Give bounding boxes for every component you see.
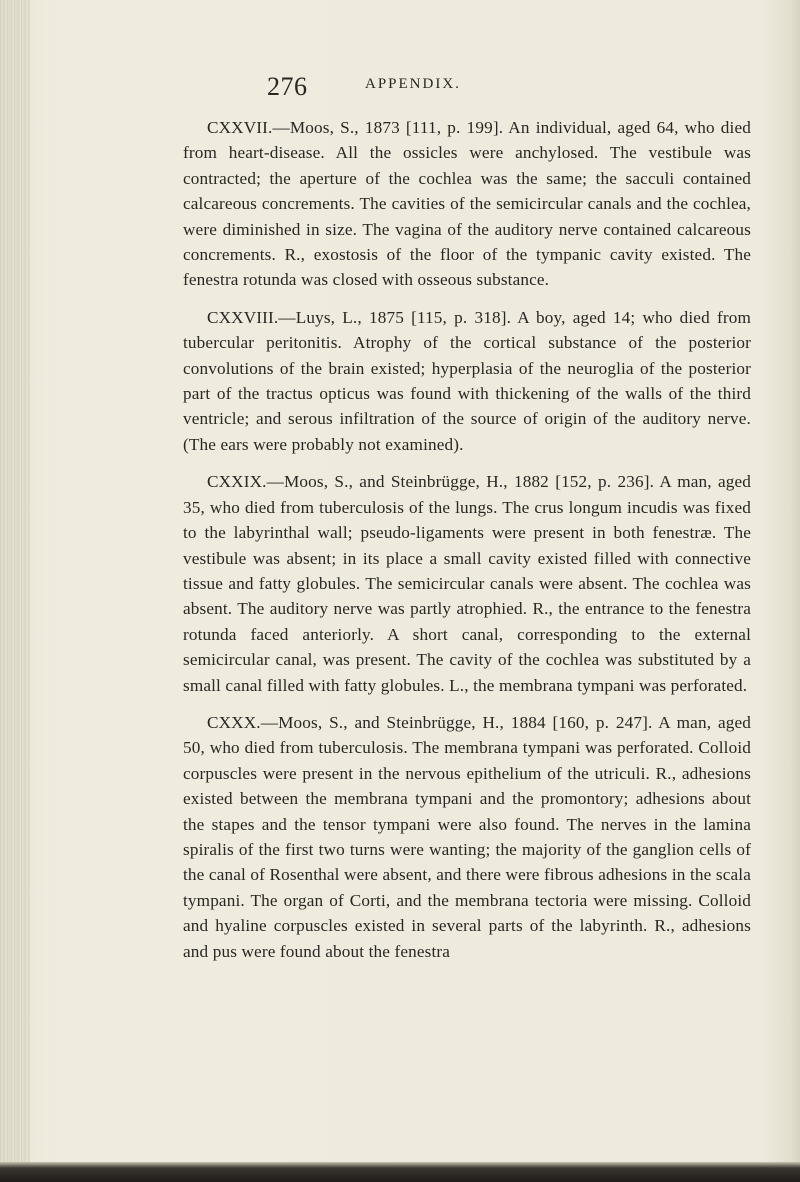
running-head: APPENDIX.	[365, 76, 461, 92]
page-bottom-edge	[0, 1162, 800, 1182]
entry-cxxix: CXXIX.—Moos, S., and Steinbrügge, H., 1882 [152, p. 236]. A man, aged 35, who died from tuberculosis of the lungs. The crus longum incudis was fixed to the labyrinthal wall; pseudo-ligaments were present in both fenestræ. The vestibule was absent; in its place a small cavity existed filled with connective tissue and fatty globules. The semicircular canals were absent. The cochlea was absent. The auditory nerve was partly atrophied. R., the entrance to the fenestra rotunda faced anteriorly. A short canal, corresponding to the external semicircular canal, was present. The cavity of the cochlea was substituted by a small canal filled with fatty globules. L., the membrana tympani was perforated.	[183, 472, 751, 695]
entry-cxxx: CXXX.—Moos, S., and Steinbrügge, H., 1884 [160, p. 247]. A man, aged 50, who died from tuberculosis. The membrana tympani was perforated. Colloid corpuscles were present in the nervous epithelium of the utriculi. R., adhesions existed between the membrana tympani and the promontory; adhesions about the stapes and the tensor tympani were also found. The nerves in the lamina spiralis of the first two turns were wanting; the majority of the ganglion cells of the canal of Rosenthal were absent, and there were fibrous adhesions in the scala tympani. The organ of Corti, and the membrana tectoria were missing. Colloid and hyaline corpuscles existed in several parts of the labyrinth. R., adhesions and pus were found about the fenestra	[183, 712, 751, 961]
page-header	[0, 70, 800, 110]
entry-cxxviii: CXXVIII.—Luys, L., 1875 [115, p. 318]. A boy, aged 14; who died from tubercular peritonitis. Atrophy of the cortical substance of the posterior convolutions of the brain existed; hyperplasia of the neuroglia of the posterior part of the tractus opticus was found with thickening of the walls of the third ventricle; and serous infiltration of the source of origin of the auditory nerve. (The ears were probably not examined).	[183, 307, 751, 454]
body-text	[183, 115, 751, 976]
entry-cxxvii: CXXVII.—Moos, S., 1873 [111, p. 199]. An individual, aged 64, who died from heart-disease. All the ossicles were anchylosed. The vestibule was contracted; the aperture of the cochlea was the same; the sacculi contained calcareous concrements. The cavities of the semicircular canals and the cochlea, were diminished in size. The vagina of the auditory nerve contained calcareous concrements. R., exostosis of the floor of the tympanic cavity existed. The fenestra rotunda was closed with osseous substance.	[183, 118, 751, 290]
book-gutter	[0, 0, 30, 1182]
page-number: 276	[267, 72, 308, 101]
